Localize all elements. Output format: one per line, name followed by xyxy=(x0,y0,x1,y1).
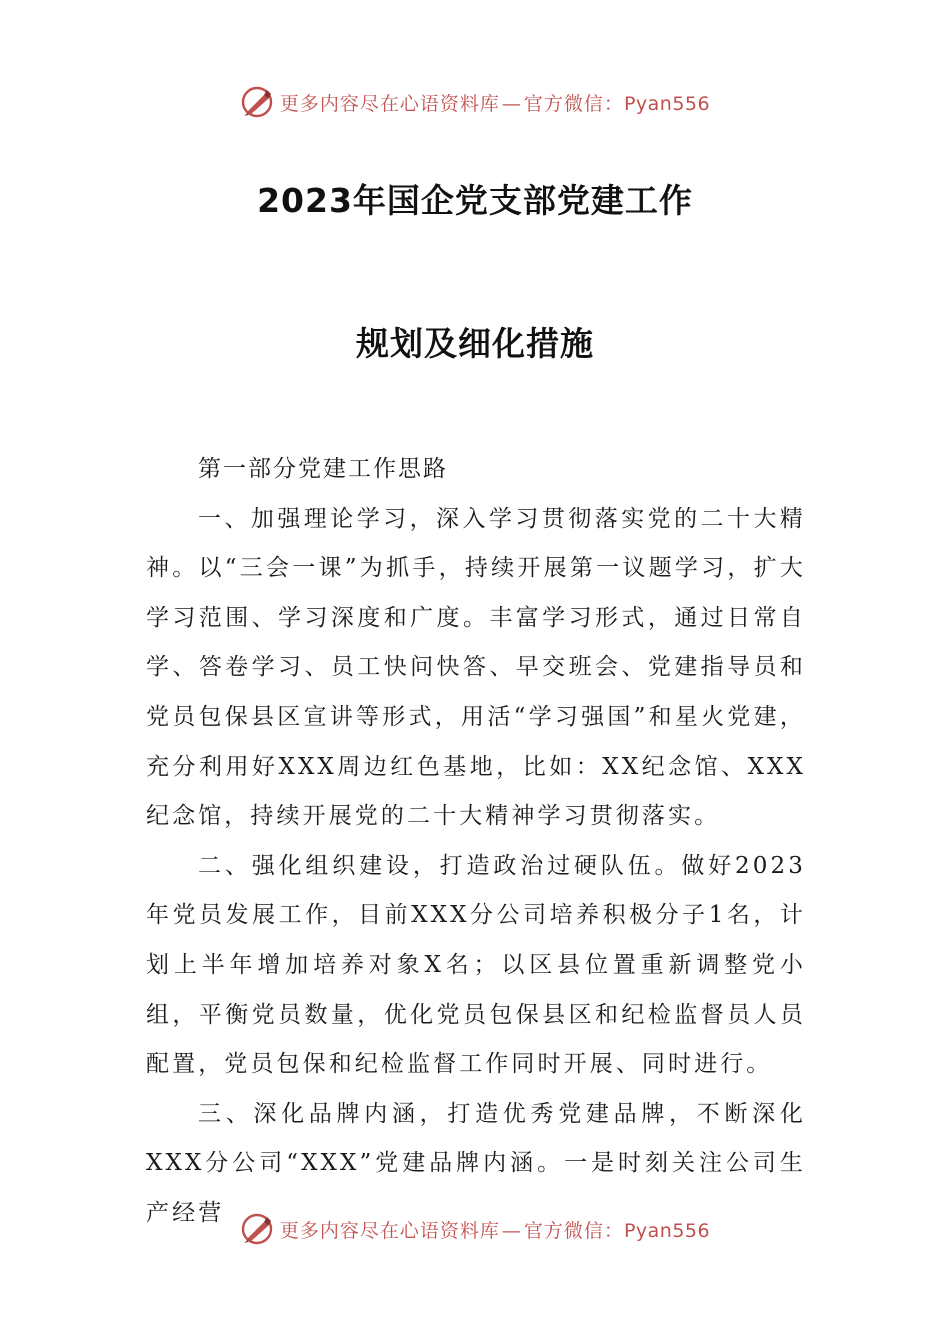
document-body xyxy=(146,445,806,1239)
body-paragraph-2: 二、强化组织建设，打造政治过硬队伍。做好2023年党员发展工作，目前XXX分公司培养积极分子1名，计划上半年增加培养对象X名；以区县位置重新调整党小组，平衡党员数量，优化党员包保县区和纪检监督员人员配置，党员包保和纪检监督工作同时开展、同时进行。 xyxy=(146,852,806,1078)
body-paragraph-3: 三、深化品牌内涵，打造优秀党建品牌，不断深化XXX分公司“XXX”党建品牌内涵。一是时刻关注公司生产经营 xyxy=(146,1100,806,1226)
document-title-line2: 规划及细化措施 xyxy=(356,324,594,363)
watermark-id: Pyan556 xyxy=(623,1219,711,1242)
section-heading: 第一部分党建工作思路 xyxy=(198,456,448,482)
watermark-text xyxy=(280,1216,710,1243)
watermark-footer xyxy=(0,1209,950,1249)
watermark-dash: — xyxy=(501,92,522,115)
pen-circle-icon xyxy=(240,85,274,119)
watermark-dash: — xyxy=(501,1219,522,1242)
watermark-id: Pyan556 xyxy=(623,92,711,115)
watermark-label: 官方微信： xyxy=(523,92,624,115)
watermark-text xyxy=(280,89,710,116)
watermark-header xyxy=(0,82,950,122)
watermark-site: 更多内容尽在心语资料库 xyxy=(279,1219,500,1242)
body-paragraph-1: 一、加强理论学习，深入学习贯彻落实党的二十大精神。以“三会一课”为抓手，持续开展第一议题学习，扩大学习范围、学习深度和广度。丰富学习形式，通过日常自学、答卷学习、员工快问快答、早交班会、党建指导员和党员包保县区宣讲等形式，用活“学习强国”和星火党建，充分利用好XXX周边红色基地，比如：XX纪念馆、XXX纪念馆，持续开展党的二十大精神学习贯彻落实。 xyxy=(146,505,806,830)
watermark-label: 官方微信： xyxy=(523,1219,624,1242)
watermark-site: 更多内容尽在心语资料库 xyxy=(279,92,500,115)
document-title-line1: 2023年国企党支部党建工作 xyxy=(257,181,693,220)
pen-circle-icon xyxy=(240,1212,274,1246)
